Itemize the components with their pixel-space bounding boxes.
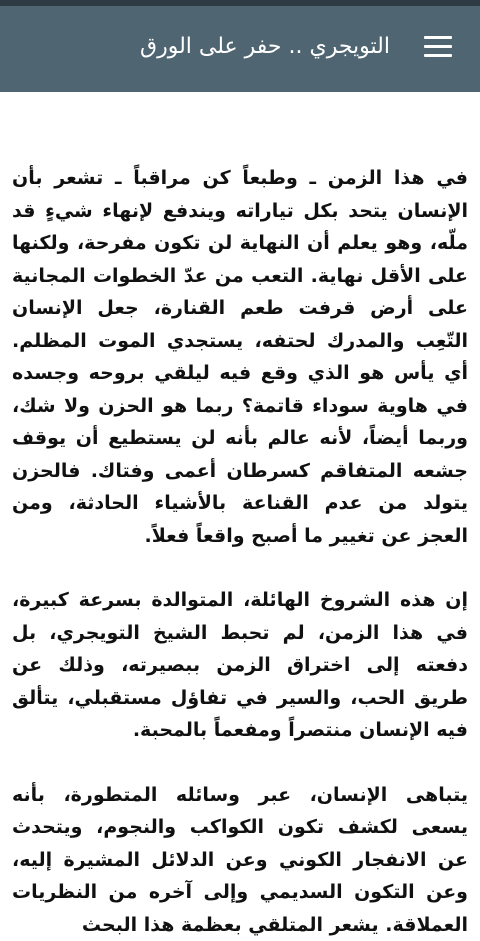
hamburger-menu-icon[interactable]	[424, 36, 452, 60]
menu-line	[424, 36, 452, 39]
article-paragraph: في هذا الزمن ـ وطبعاً كن مراقباً ـ تشعر بأن الإنسان يتحد بكل تياراته ويندفع لإنهاء شيءٍ قد ملّه، وهو يعلم أن النهاية لن تكون مفرحة، ولكنها على الأقل نهاية. التعب من عدّ الخطوات المجانية على أرض قرفت طعم القنارة، جعل الإنسان التّعِب والمدرك لحتفه، يستجدي الموت المظلم. أي يأس هو الذي وقع فيه ليلقي بروحه وجسده في هاوية سوداء قاتمة؟ ربما هو الحزن ولا شك، وربما أيضاً، لأنه عالم بأنه لن يستطيع أن يوقف جشعه المتفاقم كسرطان أعمى وفتاك. فالحزن يتولد من عدم القناعة بالأشياء الحادثة، ومن العجز عن تغيير ما أصبح واقعاً فعلاً.	[12, 162, 468, 552]
menu-line	[424, 54, 452, 57]
article-paragraph: إن هذه الشروخ الهائلة، المتوالدة بسرعة كبيرة، في هذا الزمن، لم تحبط الشيخ التويجري، بل دفعته إلى اختراق الزمن ببصيرته، وذلك عن طريق الحب، والسير في تفاؤل مستقبلي، يتألق فيه الإنسان منتصراً ومفعماً بالمحبة.	[12, 584, 468, 747]
article-scroll-area[interactable]	[0, 92, 480, 800]
app-bar	[0, 6, 480, 92]
article-body	[0, 92, 480, 941]
article-paragraph: يتباهى الإنسان، عبر وسائله المتطورة، بأنه يسعى لكشف تكون الكواكب والنجوم، ويتحدث عن الانفجار الكوني وعن الدلائل المشيرة إليه، وعن التكون السديمي وإلى آخره من النظريات العملاقة. يشعر المتلقي بعظمة هذا البحث	[12, 779, 468, 941]
menu-line	[424, 45, 452, 48]
app-title: التويجري .. حفر على الورق	[140, 32, 390, 62]
